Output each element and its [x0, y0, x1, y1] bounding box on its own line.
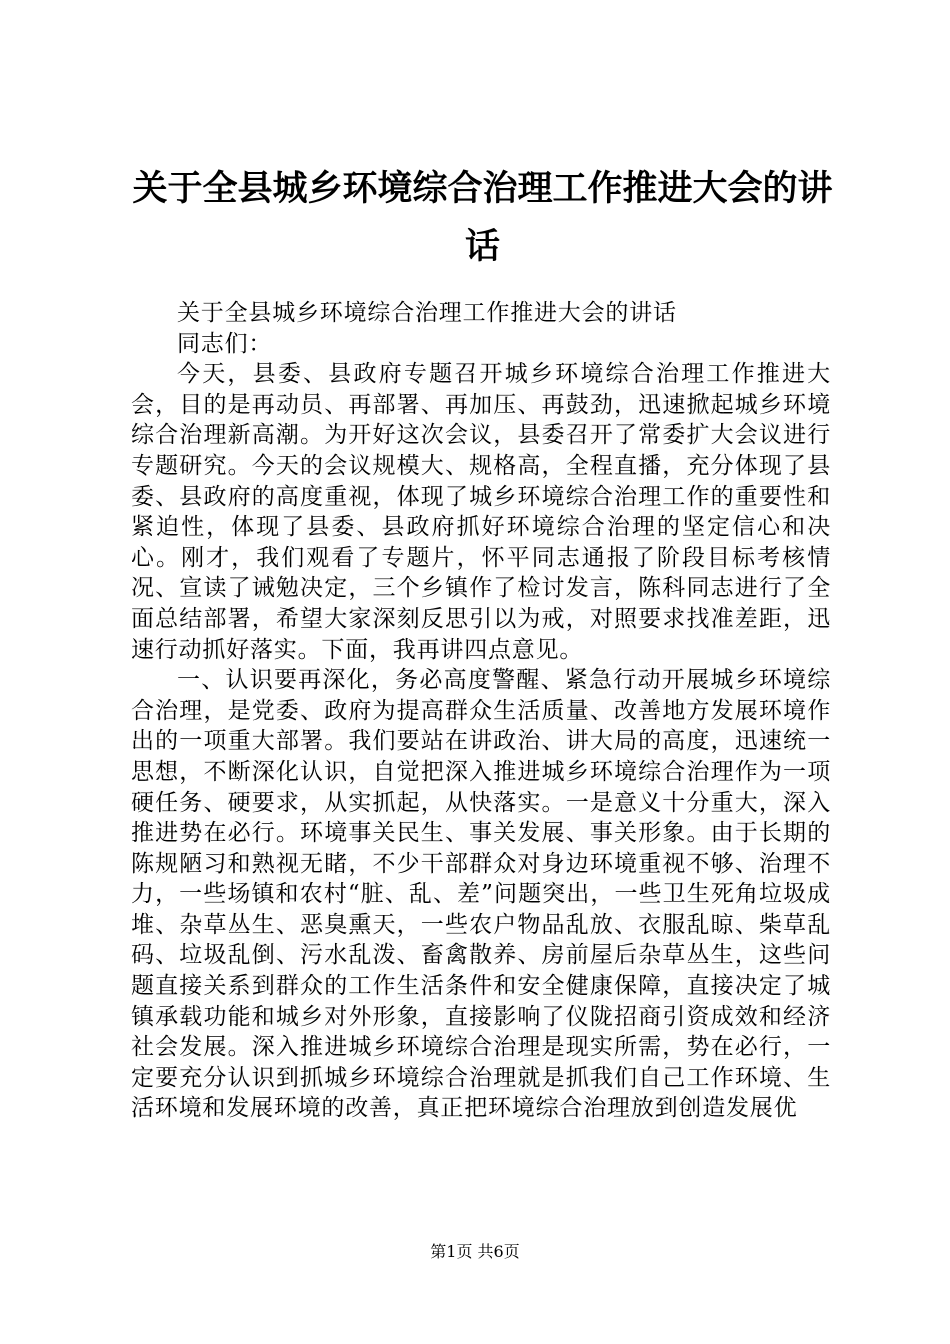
document-body	[131, 298, 831, 1124]
body-paragraph: 今天，县委、县政府专题召开城乡环境综合治理工作推进大会，目的是再动员、再部署、再加压、再鼓劲，迅速掀起城乡环境综合治理新高潮。为开好这次会议，县委召开了常委扩大会议进行专题研究。今天的会议规模大、规格高，全程直播，充分体现了县委、县政府的高度重视，体现了城乡环境综合治理工作的重要性和紧迫性，体现了县委、县政府抓好环境综合治理的坚定信心和决心。刚才，我们观看了专题片，怀平同志通报了阶段目标考核情况、宣读了诫勉决定，三个乡镇作了检讨发言，陈科同志进行了全面总结部署，希望大家深刻反思引以为戒，对照要求找准差距，迅速行动抓好落实。下面，我再讲四点意见。	[131, 361, 831, 663]
page-number-footer: 第1页 共6页	[430, 1242, 520, 1261]
subtitle-paragraph: 关于全县城乡环境综合治理工作推进大会的讲话	[177, 300, 677, 326]
document-title: 关于全县城乡环境综合治理工作推进大会的讲话	[132, 168, 833, 267]
body-paragraph: 一、认识要再深化，务必高度警醒、紧急行动开展城乡环境综合治理，是党委、政府为提高群众生活质量、改善地方发展环境作出的一项重大部署。我们要站在讲政治、讲大局的高度，迅速统一思想，不断深化认识，自觉把深入推进城乡环境综合治理作为一项硬任务、硬要求，从实抓起，从快落实。一是意义十分重大，深入推进势在必行。环境事关民生、事关发展、事关形象。由于长期的陈规陋习和熟视无睹，不少干部群众对身边环境重视不够、治理不力，一些场镇和农村“脏、乱、差”问题突出，一些卫生死角垃圾成堆、杂草丛生、恶臭熏天，一些农户物品乱放、衣服乱晾、柴草乱码、垃圾乱倒、污水乱泼、畜禽散养、房前屋后杂草丛生，这些问题直接关系到群众的工作生活条件和安全健康保障，直接决定了城镇承载功能和城乡对外形象，直接影响了仪陇招商引资成效和经济社会发展。深入推进城乡环境综合治理是现实所需，势在必行，一定要充分认识到抓城乡环境综合治理就是抓我们自己工作环境、生活环境和发展环境的改善，真正把环境综合治理放到创造发展优	[131, 667, 831, 1122]
salutation-paragraph: 同志们：	[177, 330, 273, 357]
